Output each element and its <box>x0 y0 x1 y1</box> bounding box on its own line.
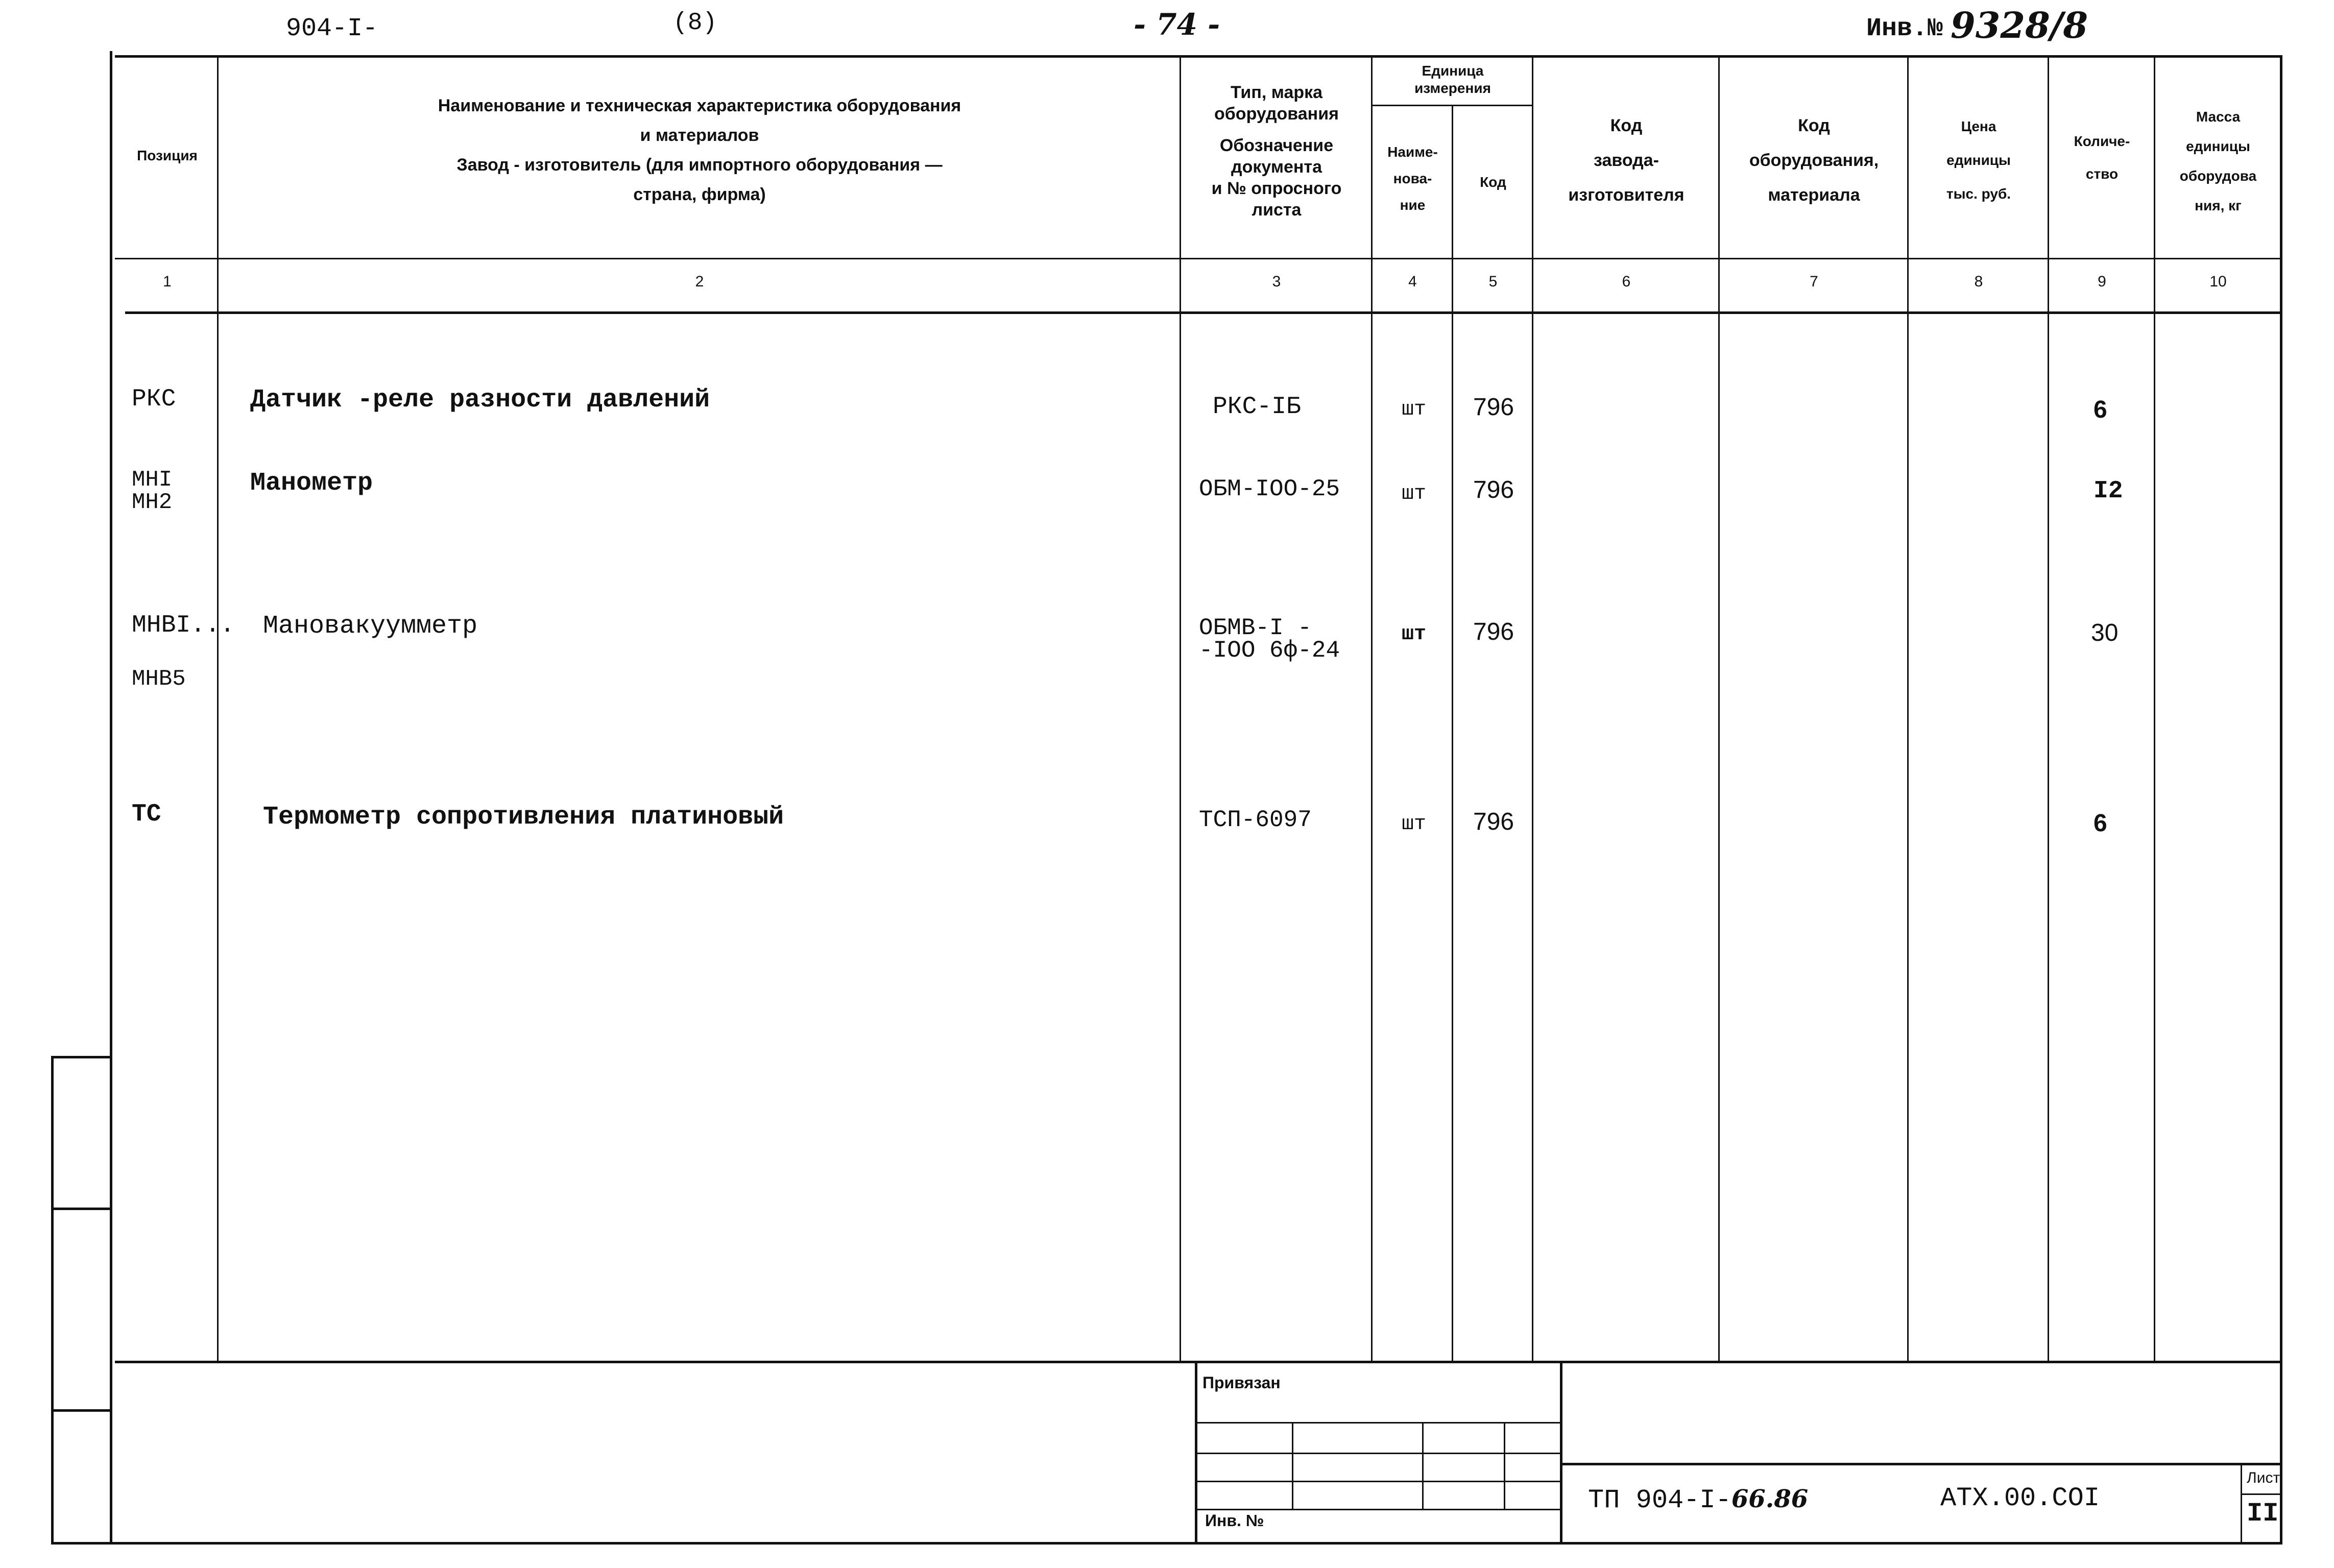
stamp-title-top <box>1560 1463 2280 1465</box>
table-body-bottom-border <box>115 1361 2282 1363</box>
variant-label: (8) <box>673 9 717 37</box>
header-unit-code: Код <box>1480 174 1506 190</box>
stamp-sheet-line <box>2241 1493 2280 1495</box>
inventory-label: Инв.№ <box>1866 14 1943 43</box>
row-unit-code: 796 <box>1473 618 1514 645</box>
stamp-inv-label: Инв. № <box>1205 1511 1264 1530</box>
col-divider-1 <box>217 55 219 1361</box>
row-unit-code: 796 <box>1473 476 1514 503</box>
col-divider-3 <box>1371 55 1373 1361</box>
stamp-sheet-label: Лист <box>2247 1469 2280 1486</box>
header-unit-group: Единица измерения <box>1414 63 1491 96</box>
header-price: Цена единицы тыс. руб. <box>1946 118 2011 202</box>
inventory-number: 9328/8 <box>1951 4 2088 46</box>
stamp-grid-v1 <box>1292 1422 1293 1509</box>
stamp-attached-label: Привязан <box>1202 1373 1281 1392</box>
margin-box-low <box>51 1409 110 1412</box>
margin-box-top <box>51 1056 110 1058</box>
row-unit: шт <box>1402 623 1427 646</box>
row-name: Датчик -реле разности давлений <box>250 385 710 415</box>
column-number: 1 <box>163 273 172 290</box>
stamp-line-3 <box>1197 1481 1560 1482</box>
row-quantity: 30 <box>2091 619 2119 646</box>
column-number: 4 <box>1408 273 1417 290</box>
row-type: ОБМ-IOO-25 <box>1199 476 1340 502</box>
stamp-document-code: АТХ.00.СОI <box>1940 1483 2100 1513</box>
stamp-middle-border <box>1560 1361 1562 1542</box>
page-bottom-border <box>51 1542 2282 1545</box>
row-unit: шт <box>1402 398 1427 421</box>
row-unit-code: 796 <box>1473 394 1514 421</box>
margin-box-mid <box>51 1208 110 1210</box>
col-divider-5 <box>1532 55 1533 1361</box>
stamp-grid-v3 <box>1504 1422 1505 1509</box>
header-name: Наименование и техническая характеристика оборудования и материалов Завод - изготовитель (для импортного оборудования — страна, фирма) <box>438 96 961 204</box>
stamp-left-border <box>1195 1361 1197 1542</box>
row-unit: шт <box>1402 813 1427 836</box>
row-position: ТС <box>132 801 161 828</box>
margin-box-left <box>51 1056 54 1545</box>
column-number: 3 <box>1272 273 1281 290</box>
row-quantity: 6 <box>2094 810 2107 837</box>
row-unit: шт <box>1402 483 1427 505</box>
frame-right-border <box>2280 55 2282 1543</box>
column-number: 7 <box>1810 273 1818 290</box>
stamp-sheet-divider <box>2241 1463 2242 1542</box>
col-divider-2 <box>1180 55 1181 1361</box>
row-position: МНВI... <box>132 612 235 639</box>
unit-group-divider <box>1371 105 1533 106</box>
row-type: ТСП-6097 <box>1199 807 1312 833</box>
stamp-document-number: ТП 904-I-66.86 <box>1588 1485 1809 1515</box>
header-unit-name: Наиме- нова- ние <box>1387 144 1438 213</box>
col-divider-6 <box>1718 55 1720 1361</box>
table-top-border <box>115 55 2282 58</box>
header-position: Позиция <box>137 148 198 163</box>
doc-code-top: 904-I- <box>286 14 378 43</box>
header-bottom-border <box>115 258 2282 259</box>
col-divider-9 <box>2154 55 2155 1361</box>
row-quantity: I2 <box>2094 477 2123 505</box>
row-type: ОБМВ-I - -IOO 6ф-24 <box>1199 615 1340 664</box>
row-quantity: 6 <box>2094 396 2107 423</box>
row-type: РКС-IБ <box>1213 393 1301 421</box>
stamp-line-1 <box>1197 1422 1560 1424</box>
stamp-grid-v2 <box>1422 1422 1424 1509</box>
header-quantity: Количе- ство <box>2074 133 2130 182</box>
col-divider-8 <box>2048 55 2049 1361</box>
column-number: 9 <box>2098 273 2106 290</box>
colnum-bottom-border <box>125 311 2282 314</box>
header-mass: Масса единицы оборудова ния, кг <box>2179 109 2257 213</box>
column-number: 10 <box>2209 273 2227 290</box>
row-position: РКС <box>132 385 176 413</box>
row-name: Манометр <box>250 469 373 498</box>
column-number: 2 <box>695 273 704 290</box>
stamp-line-4 <box>1197 1509 1560 1510</box>
row-unit-code: 796 <box>1473 808 1514 835</box>
header-type: Тип, марка оборудования Обозначение документа и № опросного листа <box>1211 83 1342 220</box>
page-number: - 74 - <box>1134 7 1220 42</box>
stamp-sheet-number: II <box>2247 1499 2279 1529</box>
col-divider-4 <box>1452 105 1453 1361</box>
row-position: МНВ5 <box>132 666 186 692</box>
row-name: Термометр сопротивления платиновый <box>263 803 784 832</box>
stamp-line-2 <box>1197 1453 1560 1454</box>
column-number: 6 <box>1622 273 1631 290</box>
column-number: 8 <box>1974 273 1983 290</box>
row-name: Мановакуумметр <box>263 612 478 641</box>
frame-left-border <box>110 51 112 1545</box>
row-position: МНI МН2 <box>132 467 173 515</box>
column-number: 5 <box>1488 273 1498 290</box>
col-divider-7 <box>1907 55 1909 1361</box>
header-plant-code: Код завода- изготовителя <box>1568 116 1685 205</box>
header-equipment-code: Код оборудования, материала <box>1749 116 1879 205</box>
